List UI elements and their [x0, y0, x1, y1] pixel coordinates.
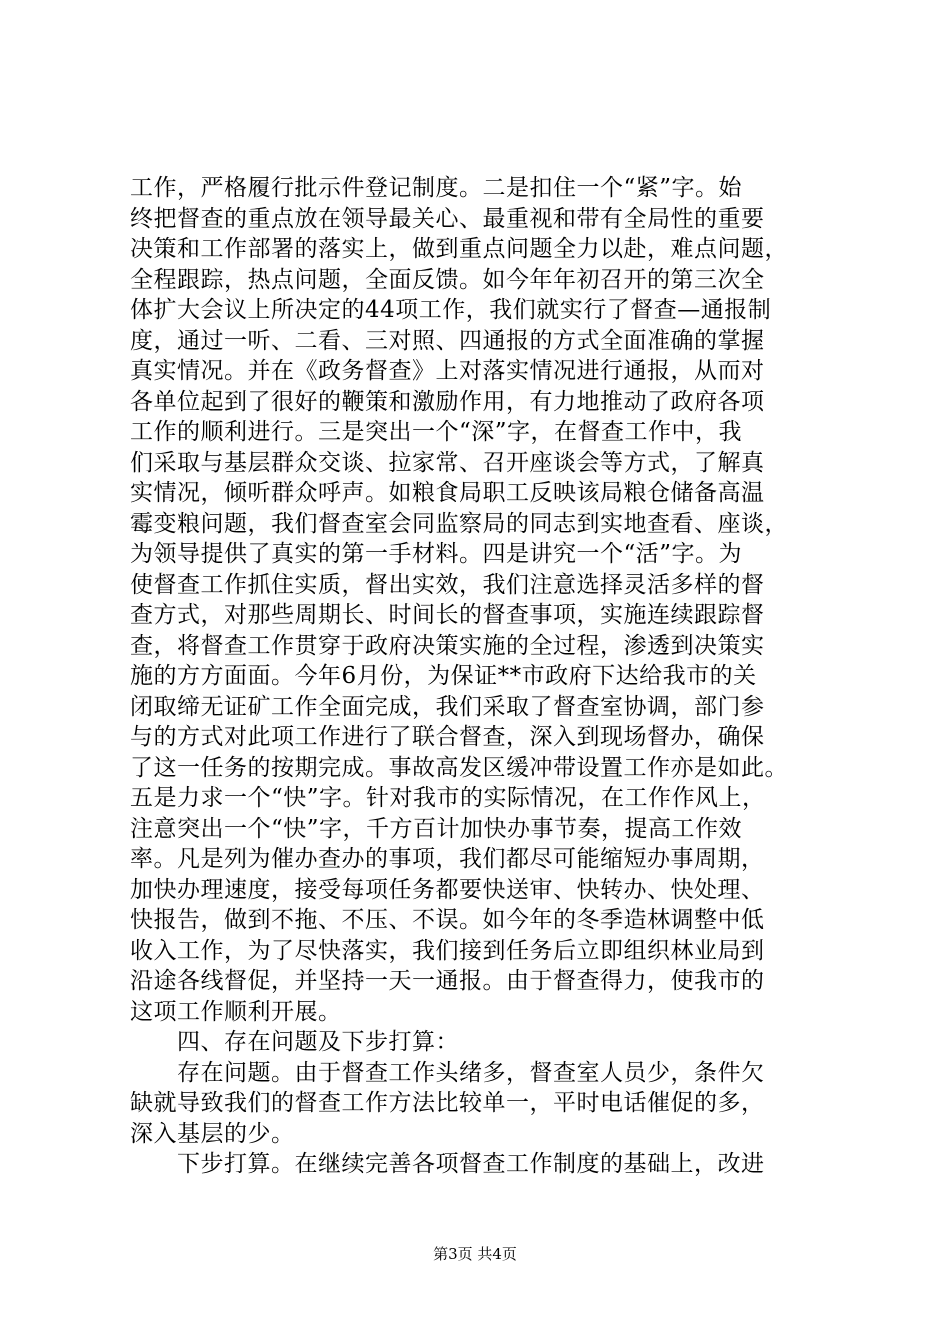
- document-body: [130, 173, 830, 1180]
- text-line: 加快办理速度，接受每项任务都要快送审、快转办、快处理、: [130, 876, 765, 903]
- text-line: 了这一任务的按期完成。事故高发区缓冲带设置工作亦是如此。: [130, 754, 788, 781]
- text-line: 施的方方面面。今年6月份，为保证**市政府下达给我市的关: [130, 663, 757, 689]
- text-line: 快报告，做到不拖、不压、不误。如今年的冬季造林调整中低: [130, 907, 765, 933]
- text-line: 缺就导致我们的督查工作方法比较单一，平时电话催促的多，: [130, 1090, 765, 1116]
- text-line: 存在问题。由于督查工作头绪多，督查室人员少，条件欠: [130, 1059, 765, 1086]
- text-line: 注意突出一个“快”字，千方百计加快办事节奏，提高工作效: [130, 815, 743, 842]
- text-line: 闭取缔无证矿工作全面完成，我们采取了督查室协调，部门参: [130, 693, 765, 720]
- text-line: 体扩大会议上所决定的44项工作，我们就实行了督查—通报制: [130, 297, 772, 323]
- text-line: 霉变粮问题，我们督查室会同监察局的同志到实地查看、座谈，: [130, 510, 788, 537]
- text-line: 工作，严格履行批示件登记制度。二是扣住一个“紧”字。始: [130, 175, 743, 201]
- text-line: 度，通过一听、二看、三对照、四通报的方式全面准确的掌握: [130, 327, 765, 354]
- text-line: 为领导提供了真实的第一手材料。四是讲究一个“活”字。为: [130, 541, 743, 567]
- text-line: 实情况，倾听群众呼声。如粮食局职工反映该局粮仓储备高温: [130, 480, 765, 506]
- text-line: 与的方式对此项工作进行了联合督查，深入到现场督办，确保: [130, 724, 765, 750]
- text-line: 收入工作，为了尽快落实，我们接到任务后立即组织林业局到: [130, 937, 765, 964]
- section-heading: 四、存在问题及下步打算：: [130, 1029, 459, 1055]
- text-line: 们采取与基层群众交谈、拉家常、召开座谈会等方式，了解真: [130, 449, 765, 476]
- text-line: 这项工作顺利开展。: [130, 998, 342, 1025]
- text-line: 查方式，对那些周期长、时间长的督查事项，实施连续跟踪督: [130, 602, 765, 628]
- text-line: 下步打算。在继续完善各项督查工作制度的基础上，改进: [130, 1151, 765, 1177]
- text-line: 五是力求一个“快”字。针对我市的实际情况，在工作作风上，: [130, 785, 766, 811]
- page-number-footer: 第3页 共4页: [433, 1245, 517, 1263]
- text-line: 沿途各线督促，并坚持一天一通报。由于督查得力，使我市的: [130, 968, 765, 994]
- text-line: 率。凡是列为催办查办的事项，我们都尽可能缩短办事周期，: [130, 846, 765, 872]
- text-line: 查，将督查工作贯穿于政府决策实施的全过程，渗透到决策实: [130, 632, 765, 659]
- text-line: 各单位起到了很好的鞭策和激励作用，有力地推动了政府各项: [130, 388, 765, 415]
- text-line: 使督查工作抓住实质，督出实效，我们注意选择灵活多样的督: [130, 571, 765, 598]
- text-line: 工作的顺利进行。三是突出一个“深”字，在督查工作中，我: [130, 419, 743, 445]
- text-line: 真实情况。并在《政务督查》上对落实情况进行通报，从而对: [130, 358, 765, 384]
- text-line: 深入基层的少。: [130, 1120, 295, 1147]
- text-line: 全程跟踪，热点问题，全面反馈。如今年年初召开的第三次全: [130, 266, 765, 293]
- text-line: 终把督查的重点放在领导最关心、最重视和带有全局性的重要: [130, 205, 765, 232]
- text-line: 决策和工作部署的落实上，做到重点问题全力以赴，难点问题，: [130, 236, 788, 262]
